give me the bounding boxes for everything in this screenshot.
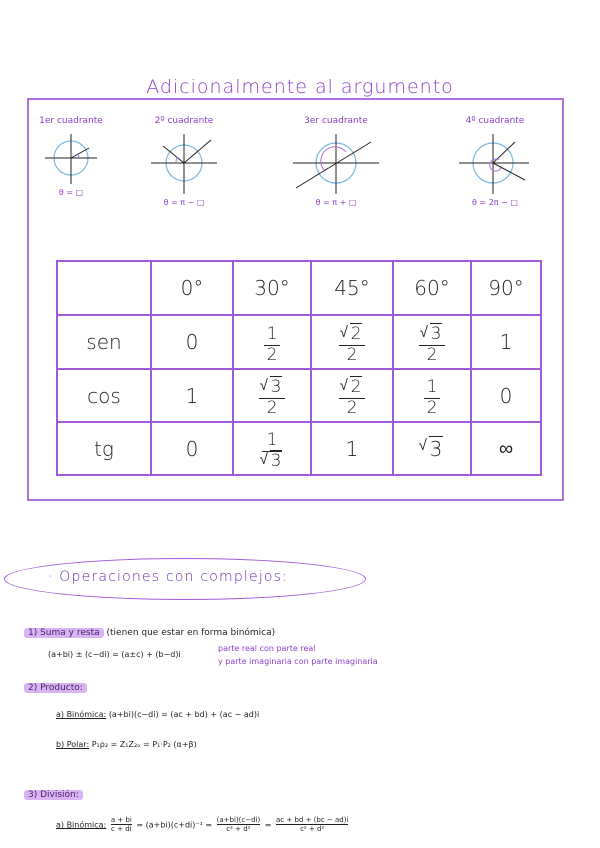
- division-binomica-label: a) Binómica:: [56, 820, 107, 830]
- trig-values-table: [56, 260, 542, 476]
- table-cell: 1: [471, 315, 541, 369]
- table-header: 0°: [151, 261, 233, 315]
- quadrant-eq: θ = π + □: [315, 198, 357, 207]
- fraction-denominator: c² + d²: [226, 825, 251, 834]
- fraction-numerator: (a+bi)(c−di): [216, 816, 261, 824]
- quadrant-eq: θ = □: [58, 188, 84, 197]
- table-cell-fraction: √ $\frac{2}{2}$: [311, 369, 393, 422]
- fraction-denominator: c² + d²: [300, 825, 325, 834]
- table-cell: 0: [471, 369, 541, 422]
- quadrant-2-diagram: [149, 130, 219, 196]
- producto-label: 2) Producto:: [24, 683, 87, 693]
- table-cell: 1: [311, 422, 393, 475]
- fraction-numerator: ac + bd + (bc − ad)i: [276, 816, 349, 824]
- quadrant-eq: θ = π − □: [163, 198, 205, 207]
- table-row: [57, 369, 541, 422]
- producto-heading: [24, 683, 87, 693]
- suma-note-2: y parte imaginaria con parte imaginaria: [218, 657, 378, 666]
- quadrant-label: 4º cuadrante: [465, 116, 525, 126]
- division-middle: = (a+bi)(c+di)⁻¹ =: [136, 820, 213, 830]
- division-binomica: [56, 816, 350, 834]
- row-label-tg: tg: [57, 422, 151, 475]
- quadrant-1: [36, 116, 106, 197]
- quadrant-label: 3er cuadrante: [304, 116, 368, 126]
- table-cell: 1: [151, 369, 233, 422]
- table-row: [57, 422, 541, 475]
- table-row: [57, 261, 541, 315]
- table-cell-fraction: $\frac{1}{2}$: [393, 369, 471, 422]
- table-corner-cell: [57, 261, 151, 315]
- fraction-numerator: a + bi: [110, 816, 132, 824]
- fraction-denominator: c + di: [111, 825, 132, 834]
- producto-polar-label: b) Polar:: [56, 740, 90, 749]
- suma-heading: [24, 628, 275, 638]
- table-cell-sqrt: √ 3: [393, 422, 471, 475]
- suma-note-1: parte real con parte real: [218, 644, 316, 653]
- quadrant-eq: θ = 2π − □: [472, 198, 518, 207]
- table-cell: 0: [151, 422, 233, 475]
- division-label: 3) División:: [24, 790, 83, 800]
- table-header: 90°: [471, 261, 541, 315]
- table-row: [57, 315, 541, 369]
- table-header: 45°: [311, 261, 393, 315]
- division-equals: =: [264, 820, 272, 830]
- table-cell: ∞: [471, 422, 541, 475]
- producto-binomica-label: a) Binómica:: [56, 710, 107, 719]
- suma-label: 1) Suma y resta: [24, 628, 104, 638]
- suma-formula: (a+bi) ± (c−di) = (a±c) + (b−d)i: [48, 650, 181, 659]
- quadrant-3-diagram: [291, 130, 381, 196]
- table-cell-fraction: √ $\frac{3}{2}$: [233, 369, 311, 422]
- quadrant-1-diagram: [41, 130, 101, 186]
- producto-polar: [56, 740, 197, 749]
- producto-polar-formula: P₁ρ₂ = Z₁Z₂ₒ = P₁·P₂ (α+β): [91, 740, 197, 749]
- quadrant-label: 2º cuadrante: [154, 116, 214, 126]
- table-cell: 0: [151, 315, 233, 369]
- section-title: · Operaciones con complejos:: [48, 569, 289, 585]
- table-header: 60°: [393, 261, 471, 315]
- table-cell-fraction: $\frac{1}{2}$: [233, 315, 311, 369]
- division-fraction-1: [111, 816, 132, 834]
- quadrant-2: [146, 116, 222, 207]
- table-header: 30°: [233, 261, 311, 315]
- producto-binomica: [56, 710, 259, 719]
- suma-condition: (tienen que estar en forma binómica): [106, 628, 276, 638]
- table-cell-fraction: 1 √ 3: [233, 422, 311, 475]
- division-heading: [24, 790, 83, 800]
- quadrant-4: [452, 116, 538, 207]
- division-fraction-2: [217, 816, 261, 834]
- row-label-cos: cos: [57, 369, 151, 422]
- table-cell-fraction: √ $\frac{2}{2}$: [311, 315, 393, 369]
- table-cell-fraction: √ $\frac{3}{2}$: [393, 315, 471, 369]
- quadrant-4-diagram: [455, 130, 535, 196]
- quadrant-label: 1er cuadrante: [39, 116, 103, 126]
- quadrant-3: [288, 116, 384, 207]
- row-label-sen: sen: [57, 315, 151, 369]
- producto-binomica-formula: (a+bi)(c−di) = (ac + bd) + (ac − ad)i: [108, 710, 260, 719]
- page-title: Adicionalmente al argumento: [146, 76, 454, 98]
- division-fraction-3: [276, 816, 348, 834]
